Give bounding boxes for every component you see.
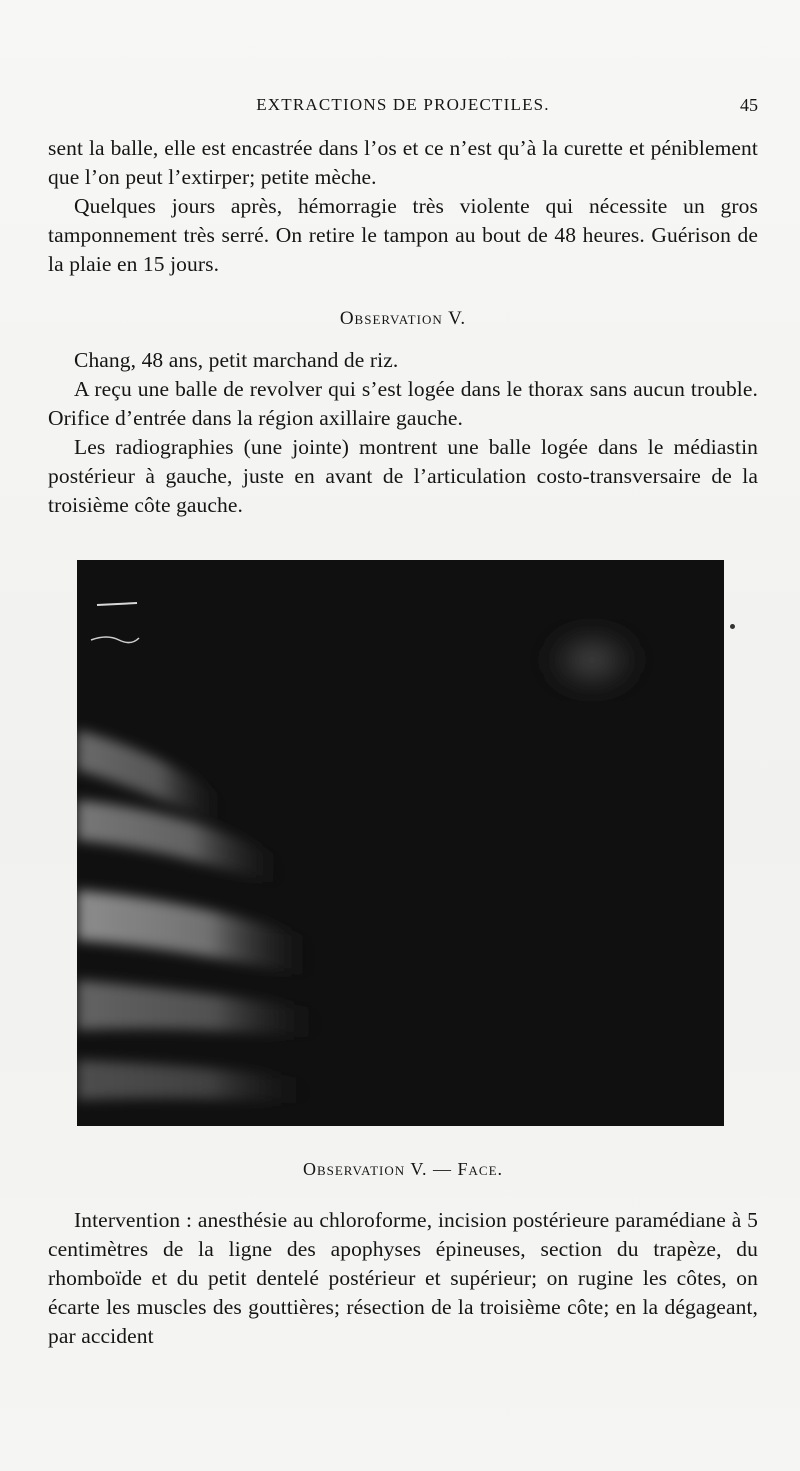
paragraph-hemorrhage: Quelques jours après, hémorragie très violente qui nécessite un gros tamponnement très serré. On retire le tampon au bout de 48 heures. Guérison de la plaie en 15 jours. — [48, 194, 758, 276]
paragraph-radiographs: Les radiographies (une jointe) montrent une balle logée dans le médiastin postérieur à gauche, juste en avant de l’articulation costo-transversaire de la troisième côte gauche. — [48, 435, 758, 517]
observation-text-block — [48, 346, 758, 520]
observation-title: Observation V. — [339, 308, 467, 329]
running-head: EXTRACTIONS DE PROJECTILES. — [256, 95, 550, 114]
paragraph-continuation: sent la balle, elle est encastrée dans l’os et ce n’est qu’à la curette et péniblement que l’on peut l’extirper; petite mèche. — [48, 136, 758, 189]
bottom-text-block — [48, 1206, 758, 1351]
print-speck — [730, 624, 735, 629]
paragraph-intervention: Intervention : anesthésie au chloroforme, incision postérieure paramédiane à 5 centimètres de la ligne des apophyses épineuses, section du trapèze, du rhomboïde et du petit dentelé postérieur et supérieur; on rugine les côtes, on écarte les muscles des gouttières; résection de la troisième côte; en la dégageant, par accident — [48, 1208, 758, 1348]
figure-caption: Observation V. — Face. — [302, 1159, 504, 1179]
bullet-shadow — [537, 626, 647, 694]
radiograph-image — [77, 560, 724, 1126]
page-number: 45 — [740, 95, 758, 115]
top-text-block — [48, 134, 758, 279]
paragraph-wound: A reçu une balle de revolver qui s’est logée dans le thorax sans aucun trouble. Orifice d’entrée dans la région axillaire gauche. — [48, 377, 758, 430]
paragraph-patient: Chang, 48 ans, petit marchand de riz. — [74, 348, 399, 372]
page-header — [48, 92, 758, 118]
